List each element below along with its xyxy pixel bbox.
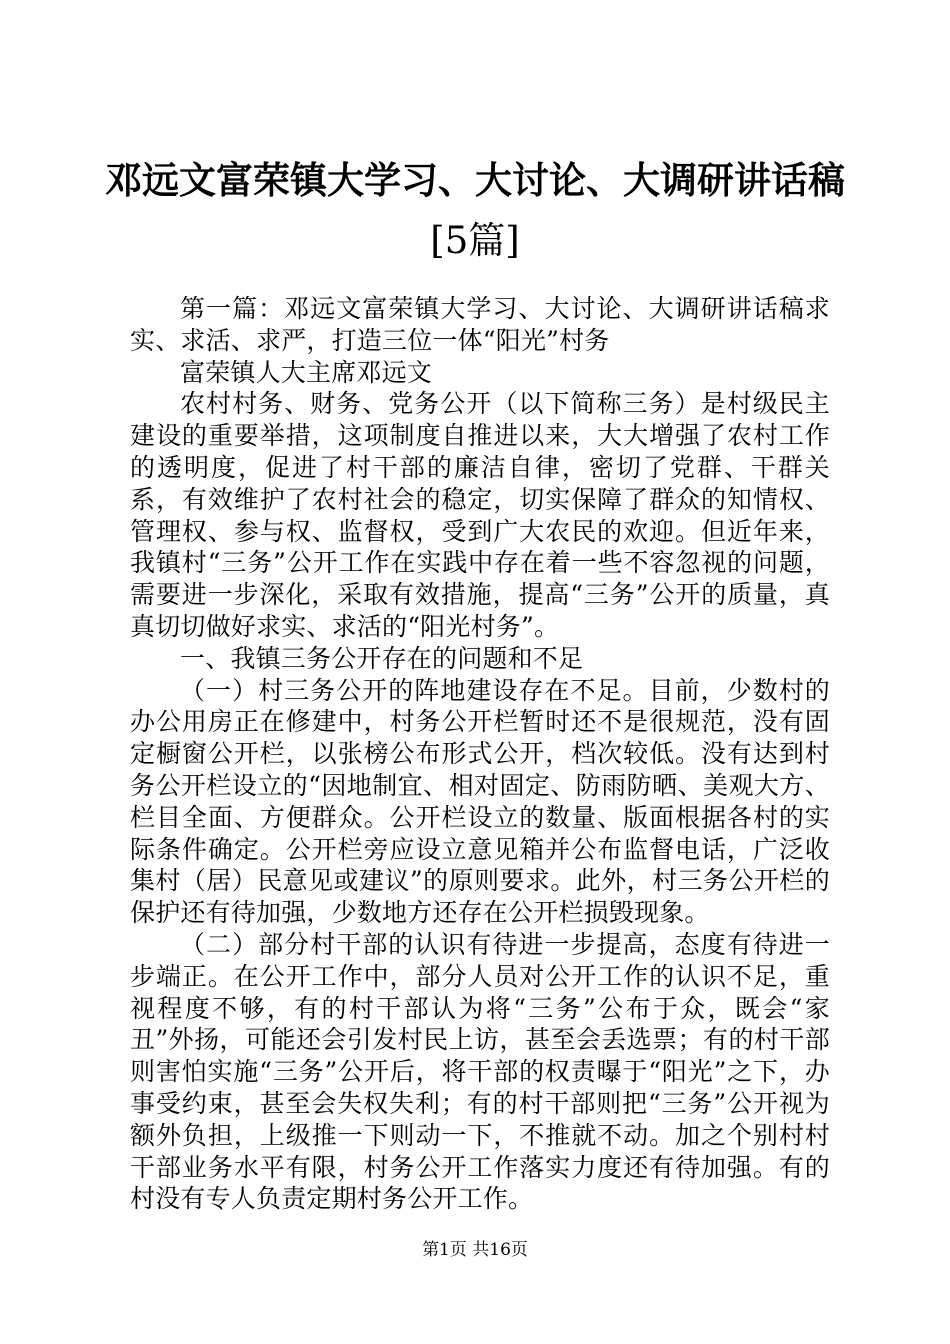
paragraph-issue-1: （一）村三务公开的阵地建设存在不足。目前，少数村的办公用房正在修建中，村务公开栏暂时还不是很规范，没有固定橱窗公开栏，以张榜公布形式公开，档次较低。没有达到村务公开栏设立的“因地制宜、相对固定、防雨防晒、美观大方、栏目全面、方便群众。公开栏设立的数量、版面根据各村的实际条件确定。公开栏旁应设立意见箱并公布监督电话，广泛收集村（居）民意见或建议”的原则要求。此外，村三务公开栏的保护还有待加强，少数地方还存在公开栏损毁现象。 xyxy=(130,675,830,928)
paragraph-intro: 第一篇：邓远文富荣镇大学习、大讨论、大调研讲话稿求实、求活、求严，打造三位一体“阳光”村务 xyxy=(130,294,830,355)
paragraph-issue-2: （二）部分村干部的认识有待进一步提高，态度有待进一步端正。在公开工作中，部分人员对公开工作的认识不足，重视程度不够，有的村干部认为将“三务”公布于众，既会“家丑”外扬，可能还会引发村民上访，甚至会丢选票；有的村干部则害怕实施“三务”公开后，将干部的权责曝于“阳光”之下，办事受约束，甚至会失权失利；有的村干部则把“三务”公开视为额外负担，上级推一下则动一下，不推就不动。加之个别村村干部业务水平有限，村务公开工作落实力度还有待加强。有的村没有专人负责定期村务公开工作。 xyxy=(130,929,830,1214)
page-footer: 第1页 共16页 xyxy=(422,1240,528,1260)
section-heading: 一、我镇三务公开存在的问题和不足 xyxy=(180,643,584,673)
paragraph-background: 农村村务、财务、党务公开（以下简称三务）是村级民主建设的重要举措，这项制度自推进以来，大大增强了农村工作的透明度，促进了村干部的廉洁自律，密切了党群、干群关系，有效维护了农村社会的稳定，切实保障了群众的知情权、管理权、参与权、监督权，受到广大农民的欢迎。但近年来，我镇村“三务”公开工作在实践中存在着一些不容忽视的问题，需要进一步深化，采取有效措施，提高“三务”公开的质量，真真切切做好求实、求活的“阳光村务”。 xyxy=(130,389,830,641)
paragraph-author: 富荣镇人大主席邓远文 xyxy=(180,357,433,387)
document-body xyxy=(130,293,830,1215)
document-title: 邓远文富荣镇大学习、大讨论、大调研讲话稿 xyxy=(105,158,845,202)
document-title-suffix: [5篇] xyxy=(430,219,520,262)
